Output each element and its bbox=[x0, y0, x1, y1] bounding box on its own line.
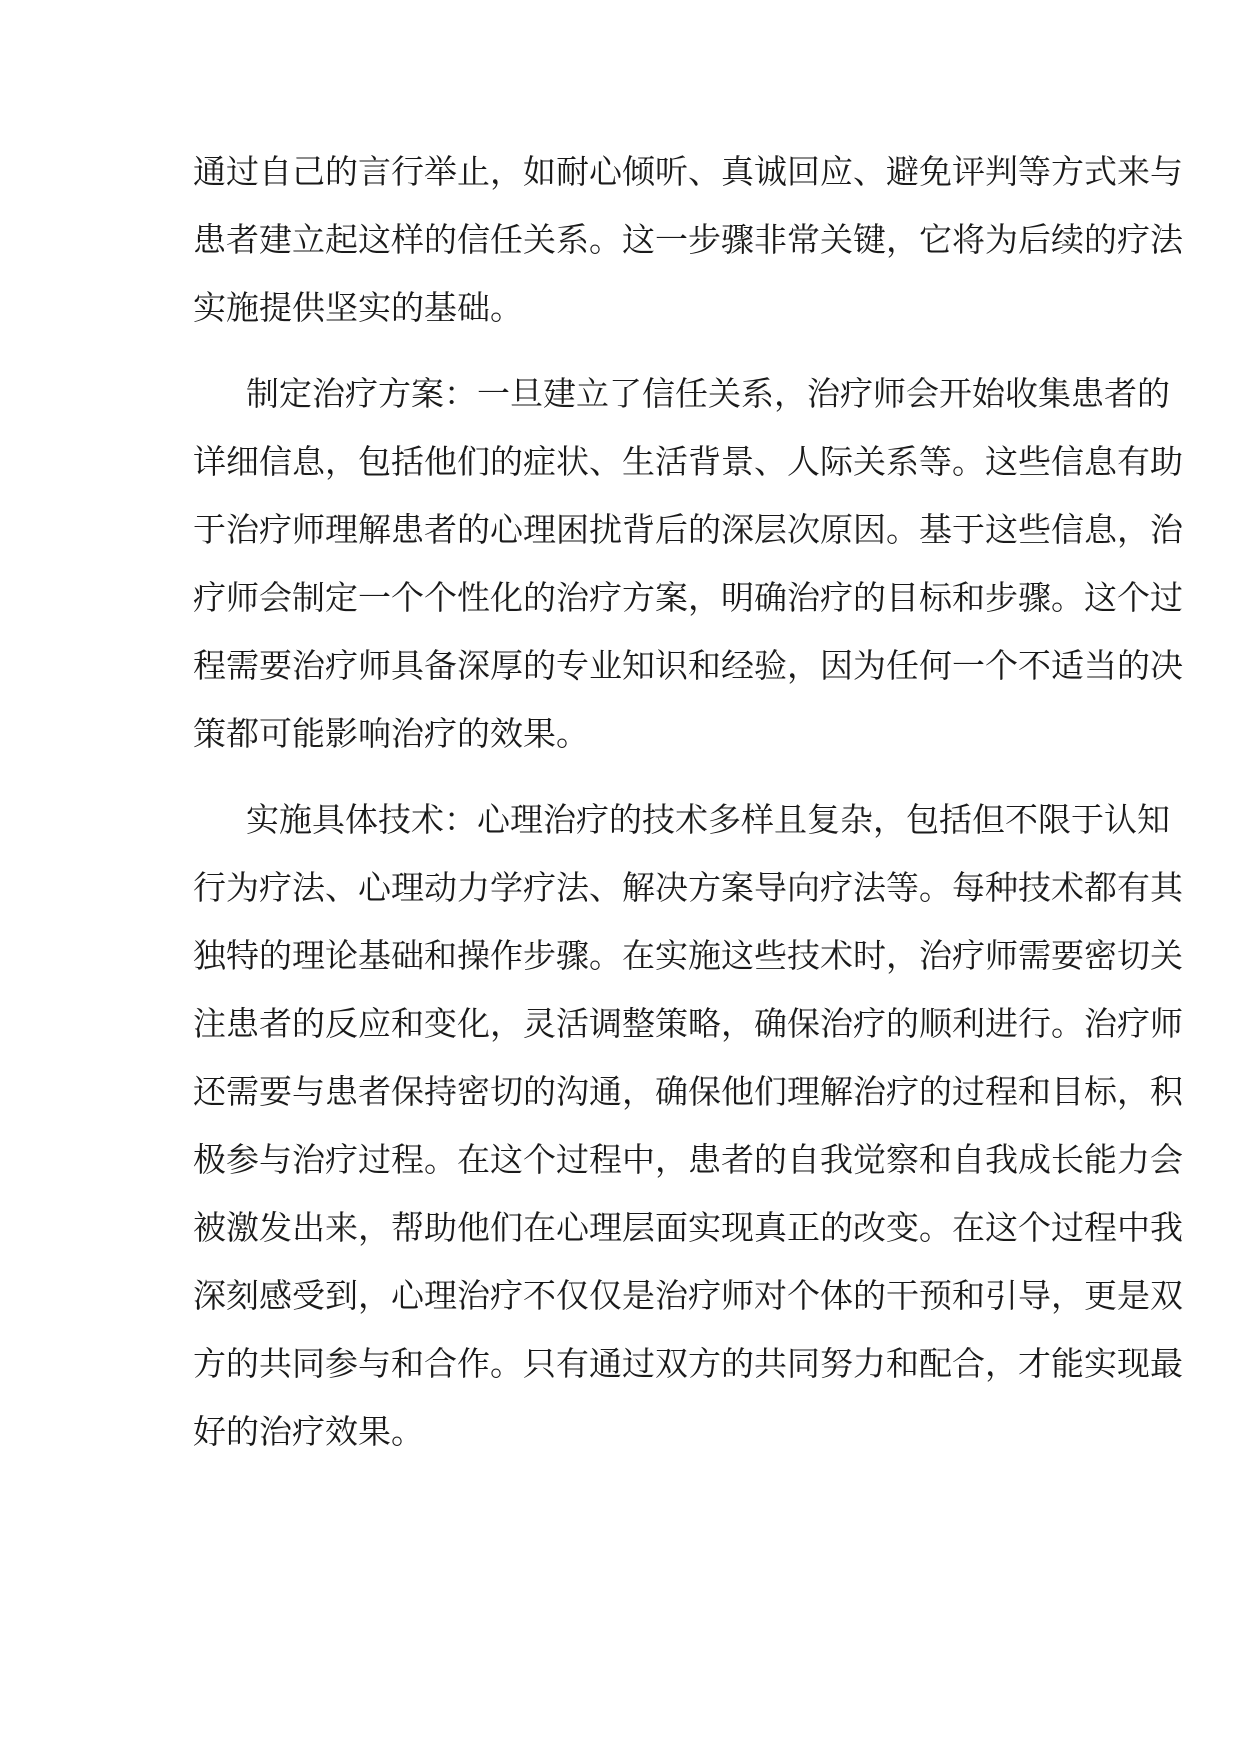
text-line bbox=[0, 142, 1241, 202]
text-line bbox=[0, 1062, 1241, 1122]
text-line-content: 策都可能影响治疗的效果。 bbox=[193, 714, 589, 753]
text-line bbox=[0, 210, 1241, 270]
text-line bbox=[0, 278, 1241, 338]
text-line-content: 深刻感受到，心理治疗不仅仅是治疗师对个体的干预和引导，更是双 bbox=[193, 1276, 1183, 1315]
text-line bbox=[0, 1130, 1241, 1190]
text-line-content: 极参与治疗过程。在这个过程中，患者的自我觉察和自我成长能力会 bbox=[193, 1140, 1183, 1179]
text-line bbox=[0, 1402, 1241, 1462]
text-line bbox=[0, 500, 1241, 560]
text-line bbox=[0, 432, 1241, 492]
text-line-content: 疗师会制定一个个性化的治疗方案，明确治疗的目标和步骤。这个过 bbox=[193, 578, 1183, 617]
text-line bbox=[0, 568, 1241, 628]
text-line-content: 被激发出来，帮助他们在心理层面实现真正的改变。在这个过程中我 bbox=[193, 1208, 1183, 1247]
text-line bbox=[0, 1334, 1241, 1394]
text-line-content: 实施具体技术：心理治疗的技术多样且复杂，包括但不限于认知 bbox=[246, 800, 1170, 839]
text-line-content: 实施提供坚实的基础。 bbox=[193, 288, 523, 327]
text-line bbox=[0, 704, 1241, 764]
text-line-content: 通过自己的言行举止，如耐心倾听、真诚回应、避免评判等方式来与 bbox=[193, 152, 1183, 191]
text-line-content: 好的治疗效果。 bbox=[193, 1412, 424, 1451]
text-line-content: 还需要与患者保持密切的沟通，确保他们理解治疗的过程和目标，积 bbox=[193, 1072, 1183, 1111]
text-line bbox=[0, 1198, 1241, 1258]
text-line-content: 于治疗师理解患者的心理困扰背后的深层次原因。基于这些信息，治 bbox=[193, 510, 1183, 549]
text-line bbox=[0, 1266, 1241, 1326]
text-line-content: 注患者的反应和变化，灵活调整策略，确保治疗的顺利进行。治疗师 bbox=[193, 1004, 1183, 1043]
text-line-content: 行为疗法、心理动力学疗法、解决方案导向疗法等。每种技术都有其 bbox=[193, 868, 1183, 907]
text-line-content: 患者建立起这样的信任关系。这一步骤非常关键，它将为后续的疗法 bbox=[193, 220, 1183, 259]
text-line-content: 方的共同参与和合作。只有通过双方的共同努力和配合，才能实现最 bbox=[193, 1344, 1183, 1383]
text-line bbox=[0, 636, 1241, 696]
paragraph-first-line bbox=[0, 364, 1241, 424]
text-line-content: 详细信息，包括他们的症状、生活背景、人际关系等。这些信息有助 bbox=[193, 442, 1183, 481]
text-line-content: 独特的理论基础和操作步骤。在实施这些技术时，治疗师需要密切关 bbox=[193, 936, 1183, 975]
text-line-content: 程需要治疗师具备深厚的专业知识和经验，因为任何一个不适当的决 bbox=[193, 646, 1183, 685]
paragraph-first-line bbox=[0, 790, 1241, 850]
text-line-content: 制定治疗方案：一旦建立了信任关系，治疗师会开始收集患者的 bbox=[246, 374, 1170, 413]
text-line bbox=[0, 858, 1241, 918]
text-line bbox=[0, 994, 1241, 1054]
text-line bbox=[0, 926, 1241, 986]
